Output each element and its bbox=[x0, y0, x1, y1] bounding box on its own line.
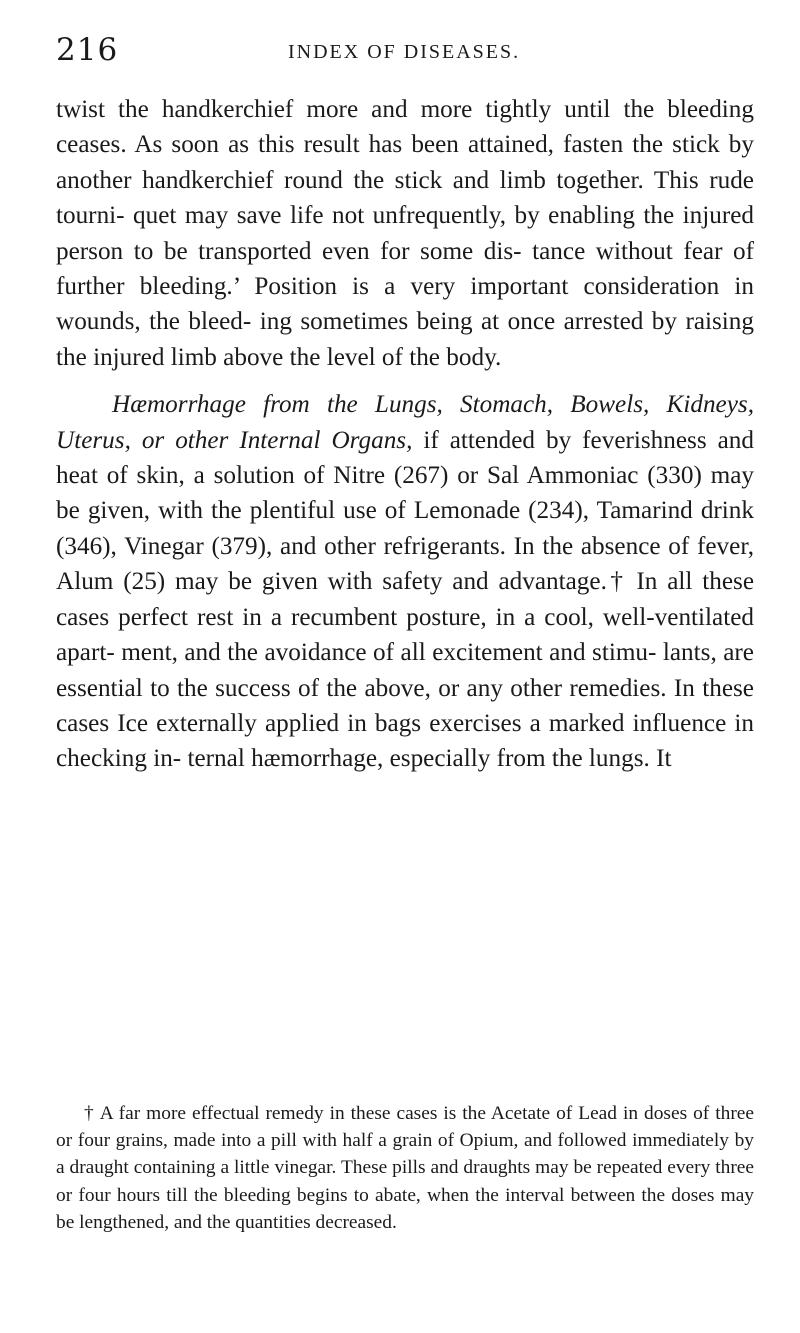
footnote bbox=[56, 1100, 754, 1236]
body-text bbox=[56, 92, 754, 777]
page-header bbox=[56, 32, 746, 72]
paragraph-text: if attended by feverishness and heat of skin, a solution of Nitre (267) or Sal Ammoniac (330) may be given, with the plentiful use of Lemonade (234), Tamarind drink (346), Vinegar (379), and other refrigerants. In the absence of fever, Alum (25) may be given with safety and advantage.† In all these cases perfect rest in a recumbent posture, in a cool, well-ventilated apart- ment, and the avoidance of all excitement and stimu- lants, are essential to the success of the above, or any other remedies. In these cases Ice externally applied in bags exercises a marked influence in checking in- ternal hæmorrhage, especially from the lungs. It bbox=[56, 426, 754, 773]
page-number: 216 bbox=[56, 32, 119, 68]
footnote-text: † A far more effectual remedy in these cases is the Acetate of Lead in doses of three or four grains, made into a pill with half a grain of Opium, and followed immediately by a draught containing a little vinegar. These pills and draughts may be repeated every three or four hours till the bleeding begins to abate, when the interval between the doses may be lengthened, and the quantities decreased. bbox=[56, 1103, 754, 1233]
running-title: INDEX OF DISEASES. bbox=[288, 41, 521, 63]
paragraph-text: twist the handkerchief more and more tightly until the bleeding ceases. As soon as this result has been attained, fasten the stick by another handkerchief round the stick and limb together. This rude tourni- quet may save life not unfrequently, by enabling the injured person to be transported even for some dis- tance without fear of further bleeding.’ Position is a very important consideration in wounds, the bleed- ing sometimes being at once arrested by raising the injured limb above the level of the body. bbox=[56, 96, 754, 371]
paragraph-haemorrhage bbox=[56, 387, 754, 776]
paragraph-tourniquet bbox=[56, 92, 754, 375]
section-heading-italic: Hæmorrhage from the Lungs, Stomach, Bowels, Kidneys, Uterus, or other Internal Organs, bbox=[56, 391, 754, 454]
